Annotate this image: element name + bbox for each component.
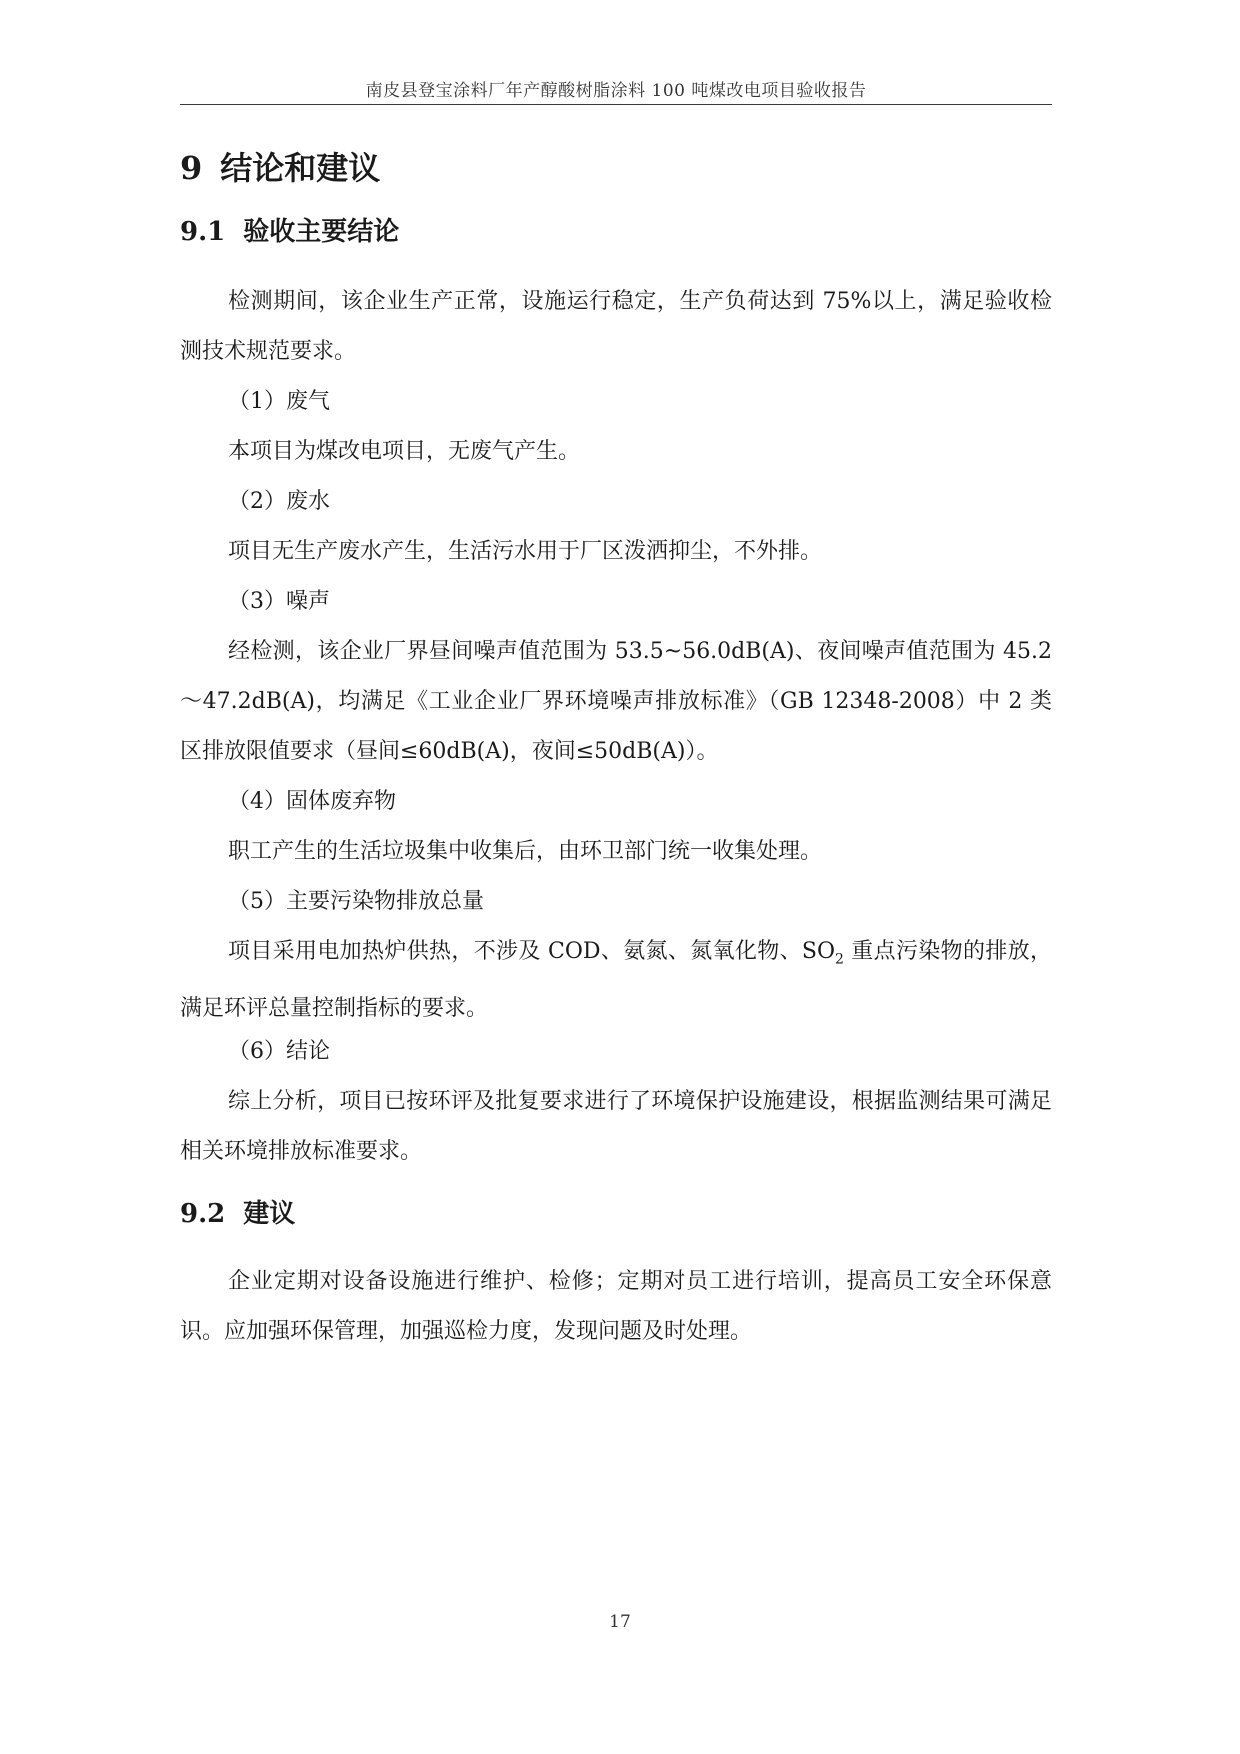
item-4-paragraph: 职工产生的生活垃圾集中收集后，由环卫部门统一收集处理。 [228,839,823,864]
item-6-paragraph: 综上分析，项目已按环评及批复要求进行了环境保护设施建设，根据监测结果可满足相关环境排放标准要求。 [180,1089,1052,1164]
running-header: 南皮县登宝涂料厂年产醇酸树脂涂料 100 吨煤改电项目验收报告 [365,81,867,101]
section-9-number: 9 [180,149,203,187]
section-9-heading [180,148,380,188]
section-9-2-number: 9.2 [180,1199,226,1229]
section-9-title: 结论和建议 [220,149,381,187]
item-5-text-after: 重点污染物的排放，满足环评总量控制指标的要求。 [180,939,1052,1022]
section-9-1-number: 9.1 [180,217,226,247]
header-rule [180,104,1052,105]
item-1-heading: （1）废气 [228,389,330,414]
item-5-paragraph [180,927,1052,1034]
item-4-heading: （4）固体废弃物 [228,789,396,814]
item-2-heading: （2）废水 [228,489,330,514]
item-2-paragraph: 项目无生产废水产生，生活污水用于厂区泼洒抑尘，不外排。 [228,539,823,564]
item-3-paragraph: 经检测，该企业厂界昼间噪声值范围为 53.5~56.0dB(A)、夜间噪声值范围为 45.2～47.2dB(A)，均满足《工业企业厂界环境噪声排放标准》（GB 12348-2008）中 2 类区排放限值要求（昼间≤60dB(A)，夜间≤50dB(A)）。 [180,639,1052,764]
item-3-heading: （3）噪声 [228,589,330,614]
item-1-paragraph: 本项目为煤改电项目，无废气产生。 [228,439,581,464]
item-6-heading: （6）结论 [228,1039,330,1064]
section-9-1-heading [180,214,399,250]
suggestion-paragraph: 企业定期对设备设施进行维护、检修；定期对员工进行培训，提高员工安全环保意识。应加强环保管理，加强巡检力度，发现问题及时处理。 [180,1269,1052,1344]
intro-paragraph: 检测期间，该企业生产正常，设施运行稳定，生产负荷达到 75%以上，满足验收检测技术规范要求。 [180,289,1052,364]
item-5-text-before: 项目采用电加热炉供热，不涉及 COD、氨氮、氮氧化物、SO [228,939,836,964]
section-9-1-title: 验收主要结论 [243,217,400,247]
section-9-2-title: 建议 [243,1199,296,1229]
so2-subscript: 2 [835,951,844,968]
item-5-heading: （5）主要污染物排放总量 [228,889,484,914]
section-9-2-heading [180,1196,295,1232]
page-number: 17 [609,1612,631,1632]
